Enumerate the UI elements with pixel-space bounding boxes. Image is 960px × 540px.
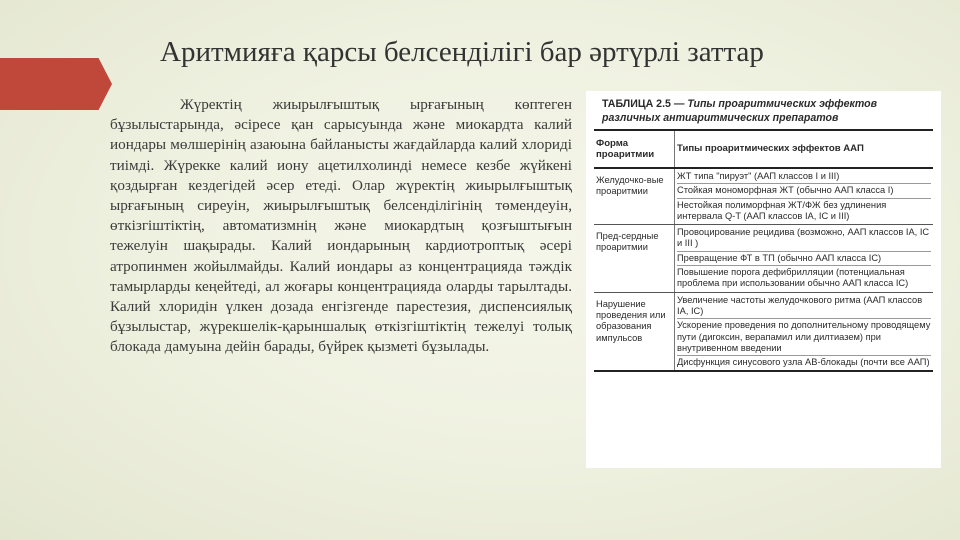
effect-item: Повышение порога дефибрилляции (потенциальная проблема при использовании обычно ААП класса IC) bbox=[677, 267, 909, 289]
effect-item: Ускорение проведения по дополнительному проводящему пути (дигоксин, верапамил или дилтиазем) при внутривенном введении bbox=[677, 319, 931, 356]
form-cell: Пред-сердные проаритмии bbox=[594, 225, 675, 292]
proarrhythmia-table bbox=[594, 131, 933, 372]
effect-item: Провоцирование рецидива (возможно, ААП классов IA, IC и III ) bbox=[677, 226, 931, 252]
effect-item: Нестойкая полиморфная ЖТ/ФЖ без удлинения интервала Q-T (ААП классов IA, IC и III) bbox=[677, 199, 887, 221]
effect-item: Стойкая мономорфная ЖТ (обычно ААП класса I) bbox=[677, 184, 931, 198]
table-row bbox=[594, 168, 933, 225]
effects-cell bbox=[675, 168, 934, 225]
table-row bbox=[594, 225, 933, 292]
effects-cell bbox=[675, 292, 934, 371]
table-row bbox=[594, 292, 933, 371]
form-cell: Желудочко-вые проаритмии bbox=[594, 168, 675, 225]
header-effects: Типы проаритмических эффектов ААП bbox=[675, 131, 934, 168]
effect-item: Превращение ФТ в ТП (обычно ААП класса IC) bbox=[677, 252, 931, 266]
title-accent-bar bbox=[0, 58, 112, 110]
effect-item: Дисфункция синусового узла АВ-блокады (почти все ААП) bbox=[677, 357, 930, 368]
table-header-row bbox=[594, 131, 933, 168]
table-image bbox=[586, 91, 941, 468]
table-caption-number: ТАБЛИЦА 2.5 — bbox=[602, 98, 685, 110]
slide-title: Аритмияға қарсы белсенділігі бар әртүрлі заттар bbox=[160, 36, 764, 68]
table-caption bbox=[594, 97, 933, 131]
form-cell: Нарушение проведения или образования импульсов bbox=[594, 292, 675, 371]
body-paragraph: Жүректің жиырылғыштық ырғағының көптеген бұзылыстарында, әсіресе қан сарысуында және миокардта калий иондары мөлшерінің азаюына байланысты жағдайларда калий хлориді тиімді. Жүрекке калий иону ацетилхолинді немесе кезбе жүйкені қоздырған кездегідей әсер етеді. Олар жүректің жиырылғыштық ырғағының сиреуін, жиырылғыштық белсенділігінің төмендеуін, өткізгіштіктің, автоматизмнің және миокардтың қозғыштығын тежелуін шақырады. Калий иондарының кардиотроптық әсері атропинмен жойылмайды. Калий иондары аз концентрацияда тәждік тамырларды кеңейтеді, ал жоғары концентрацияда оларды тарылтады. Калий хлоридін үлкен дозада енгізгенде парестезия, диспенсиялық бұзылыстар, жүрекшелік-қарыншалық өткізгіштіктің тежелуі толық блокада дамуына дейін барады, бүйрек қызметі бұзылады. bbox=[110, 96, 572, 356]
effects-cell bbox=[675, 225, 934, 292]
header-form: Форма проаритмии bbox=[594, 131, 675, 168]
effect-item: ЖТ типа "пируэт" (ААП классов I и III) bbox=[677, 170, 931, 184]
table-caption-text: Типы проаритмических эффектов различных антиаритмических препаратов bbox=[602, 98, 877, 124]
effect-item: Увеличение частоты желудочкового ритма (ААП классов IA, IC) bbox=[677, 294, 931, 320]
